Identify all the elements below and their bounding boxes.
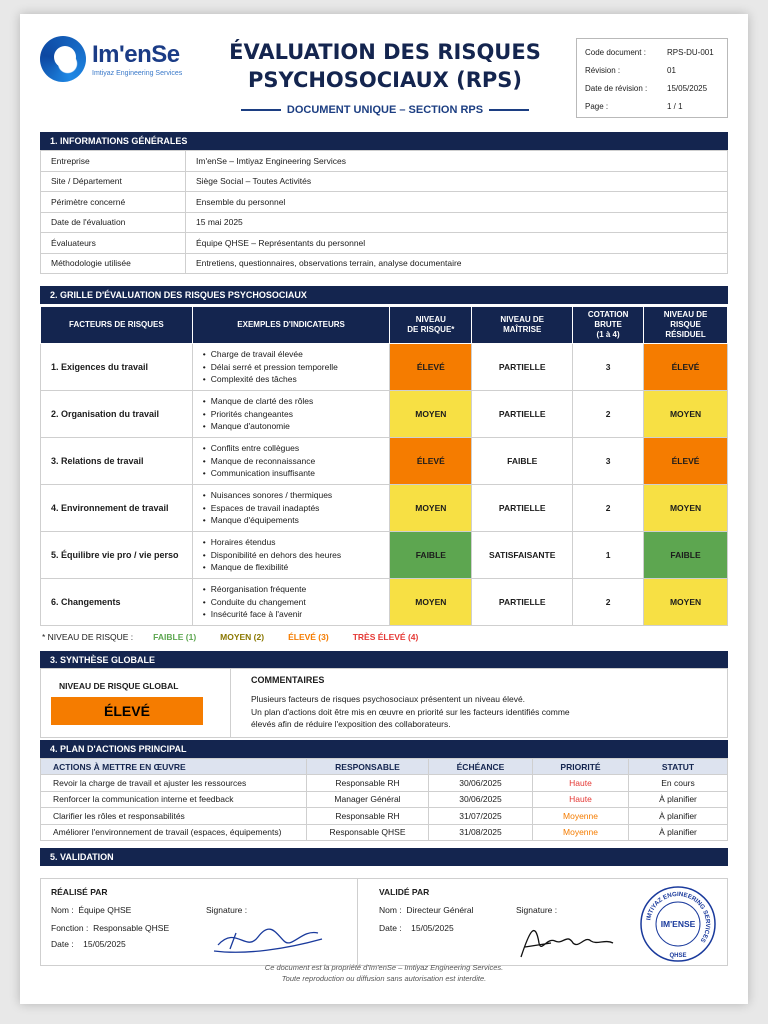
company-stamp (639, 885, 717, 963)
global-synthesis (40, 668, 728, 738)
global-risk-badge: ÉLEVÉ (51, 697, 203, 725)
raw-score: 2 (573, 391, 644, 438)
info-label: Date de l'évaluation (41, 212, 186, 233)
residual-risk: MOYEN (644, 391, 728, 438)
indicator-item: • Disponibilité en dehors des heures (203, 549, 390, 562)
raw-score: 2 (573, 579, 644, 626)
col-indicators: EXEMPLES D'INDICATEURS (192, 307, 390, 344)
indicator-item: • Priorités changeantes (203, 408, 390, 421)
info-label: Méthodologie utilisée (41, 253, 186, 274)
residual-risk: MOYEN (644, 579, 728, 626)
action-due: 31/08/2025 (429, 824, 533, 841)
risk-factor: 2. Organisation du travail (41, 391, 193, 438)
mastery-level: PARTIELLE (472, 485, 573, 532)
mastery-level: PARTIELLE (472, 579, 573, 626)
action-priority: Moyenne (533, 824, 629, 841)
stamp-center-text: IM'ENSE (660, 919, 696, 929)
validated-by-name: Nom : Directeur Général (379, 905, 474, 915)
action-row (41, 791, 728, 808)
stamp-ring-text: IMTIYAZ ENGINEERING SERVICES (645, 890, 712, 944)
logo-mark-icon (40, 36, 86, 82)
page-title (220, 38, 550, 94)
col-action: ACTIONS À METTRE EN ŒUVRE (41, 759, 307, 775)
section-3-header: 3. SYNTHÈSE GLOBALE (40, 651, 728, 669)
info-label: Périmètre concerné (41, 192, 186, 213)
risk-factor: 3. Relations de travail (41, 438, 193, 485)
risk-legend: * NIVEAU DE RISQUE : FAIBLE (1) MOYEN (2) ÉLEVÉ (3) TRÈS ÉLEVÉ (4) (42, 632, 419, 642)
mastery-level: PARTIELLE (472, 344, 573, 391)
col-status: STATUT (629, 759, 728, 775)
action-priority: Haute (533, 775, 629, 792)
action-due: 31/07/2025 (429, 808, 533, 825)
raw-score: 3 (573, 438, 644, 485)
section-5-header: 5. VALIDATION (40, 848, 728, 866)
indicator-item: • Conflits entre collègues (203, 442, 390, 455)
action-status: À planifier (629, 808, 728, 825)
done-by-date: Date : 15/05/2025 (51, 939, 126, 949)
logo-name: Im'enSe (92, 41, 180, 68)
stamp-bottom-text: QHSE (669, 953, 687, 959)
validated-by-signature-label: Signature : (516, 905, 558, 915)
action-text: Renforcer la communication interne et feedback (41, 791, 307, 808)
action-row (41, 824, 728, 841)
risk-level: MOYEN (390, 485, 472, 532)
info-row (41, 253, 728, 274)
action-priority: Moyenne (533, 808, 629, 825)
col-residual: NIVEAU DE RISQUE RÉSIDUEL (644, 307, 728, 344)
legend-eleve: ÉLEVÉ (3) (288, 632, 329, 642)
info-label: Entreprise (41, 151, 186, 172)
action-plan-table (40, 758, 728, 841)
section-1-header: 1. INFORMATIONS GÉNÉRALES (40, 132, 728, 150)
risk-indicators (192, 344, 390, 391)
meta-row: Code document : RPS-DU-001 (585, 47, 714, 57)
document-header (20, 14, 748, 134)
title-line-1: ÉVALUATION DES RISQUES (229, 40, 541, 64)
action-owner: Responsable RH (307, 775, 429, 792)
risk-factor: 6. Changements (41, 579, 193, 626)
signature-2-icon (511, 913, 621, 963)
action-due: 30/06/2025 (429, 791, 533, 808)
meta-row: Révision : 01 (585, 65, 676, 75)
raw-score: 2 (573, 485, 644, 532)
risk-level: ÉLEVÉ (390, 344, 472, 391)
risk-row (41, 344, 728, 391)
info-row (41, 151, 728, 172)
comments-text: Plusieurs facteurs de risques psychosociaux présentent un niveau élevé. Un plan d'actions doit être mis en œuvre en priorité sur les facteurs identifiés comme élevés afin de réduire l'exposition des collaborateurs. (251, 694, 570, 729)
risk-indicators (192, 579, 390, 626)
indicator-item: • Espaces de travail inadaptés (203, 502, 390, 515)
mastery-level: FAIBLE (472, 438, 573, 485)
risk-row (41, 485, 728, 532)
mastery-level: PARTIELLE (472, 391, 573, 438)
indicator-item: • Nuisances sonores / thermiques (203, 489, 390, 502)
indicator-item: • Complexité des tâches (203, 373, 390, 386)
document-footer: Ce document est la propriété d'Im'enSe – Imtiyaz Engineering Services. Toute reproduction ou diffusion sans autorisation est interdite. (264, 963, 504, 983)
col-score: COTATION BRUTE (1 à 4) (573, 307, 644, 344)
info-value: Im'enSe – Imtiyaz Engineering Services (186, 151, 728, 172)
logo-subtitle: Imtiyaz Engineering Services (92, 70, 183, 77)
risk-indicators (192, 391, 390, 438)
indicator-item: • Communication insuffisante (203, 467, 390, 480)
validation-block (40, 878, 728, 966)
validated-by-title: VALIDÉ PAR (379, 887, 430, 897)
action-owner: Manager Général (307, 791, 429, 808)
risk-level: MOYEN (390, 391, 472, 438)
indicator-item: • Manque d'équipements (203, 514, 390, 527)
meta-row: Date de révision : 15/05/2025 (585, 83, 708, 93)
risk-indicators (192, 532, 390, 579)
action-row (41, 808, 728, 825)
done-by-title: RÉALISÉ PAR (51, 887, 108, 897)
col-owner: RESPONSABLE (307, 759, 429, 775)
risk-factor: 1. Exigences du travail (41, 344, 193, 391)
general-info-table (40, 150, 728, 274)
indicator-item: • Horaires étendus (203, 536, 390, 549)
risk-row (41, 579, 728, 626)
action-text: Améliorer l'environnement de travail (espaces, équipements) (41, 824, 307, 841)
document-meta-box (576, 38, 728, 118)
legend-faible: FAIBLE (1) (153, 632, 197, 642)
info-row (41, 171, 728, 192)
indicator-item: • Insécurité face à l'avenir (203, 608, 390, 621)
svg-text:IMTIYAZ ENGINEERING SERVICES (645, 891, 711, 944)
page-subtitle: DOCUMENT UNIQUE – SECTION RPS (235, 104, 535, 116)
action-owner: Responsable RH (307, 808, 429, 825)
action-status: À planifier (629, 791, 728, 808)
risk-row (41, 391, 728, 438)
indicator-item: • Manque de flexibilité (203, 561, 390, 574)
indicator-item: • Manque de clarté des rôles (203, 395, 390, 408)
risk-factor: 5. Équilibre vie pro / vie perso (41, 532, 193, 579)
risk-grid-table (40, 306, 728, 626)
action-row (41, 775, 728, 792)
risk-factor: 4. Environnement de travail (41, 485, 193, 532)
info-row (41, 192, 728, 213)
info-value: Entretiens, questionnaires, observations terrain, analyse documentaire (186, 253, 728, 274)
section-2-header: 2. GRILLE D'ÉVALUATION DES RISQUES PSYCHOSOCIAUX (40, 286, 728, 304)
done-by-role: Fonction : Responsable QHSE (51, 923, 170, 933)
indicator-item: • Réorganisation fréquente (203, 583, 390, 596)
risk-indicators (192, 485, 390, 532)
info-value: Siège Social – Toutes Activités (186, 171, 728, 192)
validated-by-date: Date : 15/05/2025 (379, 923, 454, 933)
raw-score: 1 (573, 532, 644, 579)
risk-indicators (192, 438, 390, 485)
risk-level: ÉLEVÉ (390, 438, 472, 485)
residual-risk: ÉLEVÉ (644, 438, 728, 485)
risk-row (41, 532, 728, 579)
info-row (41, 212, 728, 233)
action-priority: Haute (533, 791, 629, 808)
info-label: Site / Département (41, 171, 186, 192)
info-label: Évaluateurs (41, 233, 186, 254)
action-owner: Responsable QHSE (307, 824, 429, 841)
done-by-signature-label: Signature : (206, 905, 248, 915)
residual-risk: ÉLEVÉ (644, 344, 728, 391)
col-due: ÉCHÉANCE (429, 759, 533, 775)
indicator-item: • Manque d'autonomie (203, 420, 390, 433)
meta-row: Page : 1 / 1 (585, 101, 683, 111)
indicator-item: • Délai serré et pression temporelle (203, 361, 390, 374)
action-status: En cours (629, 775, 728, 792)
col-mastery: NIVEAU DE MAÎTRISE (472, 307, 573, 344)
title-line-2: PSYCHOSOCIAUX (RPS) (247, 68, 523, 92)
action-text: Revoir la charge de travail et ajuster les ressources (41, 775, 307, 792)
global-risk-label: NIVEAU DE RISQUE GLOBAL (59, 681, 179, 691)
info-value: 15 mai 2025 (186, 212, 728, 233)
signature-1-icon (206, 915, 326, 959)
legend-tres-eleve: TRÈS ÉLEVÉ (4) (352, 632, 419, 642)
info-row (41, 233, 728, 254)
indicator-item: • Manque de reconnaissance (203, 455, 390, 468)
action-status: À planifier (629, 824, 728, 841)
risk-level: MOYEN (390, 579, 472, 626)
raw-score: 3 (573, 344, 644, 391)
section-4-header: 4. PLAN D'ACTIONS PRINCIPAL (40, 740, 728, 758)
info-value: Équipe QHSE – Représentants du personnel (186, 233, 728, 254)
indicator-item: • Charge de travail élevée (203, 348, 390, 361)
col-factor: FACTEURS DE RISQUES (41, 307, 193, 344)
action-due: 30/06/2025 (429, 775, 533, 792)
residual-risk: FAIBLE (644, 532, 728, 579)
action-text: Clarifier les rôles et responsabilités (41, 808, 307, 825)
document-page (20, 14, 748, 1004)
col-risk: NIVEAU DE RISQUE* (390, 307, 472, 344)
col-priority: PRIORITÉ (533, 759, 629, 775)
mastery-level: SATISFAISANTE (472, 532, 573, 579)
risk-level: FAIBLE (390, 532, 472, 579)
residual-risk: MOYEN (644, 485, 728, 532)
indicator-item: • Conduite du changement (203, 596, 390, 609)
info-value: Ensemble du personnel (186, 192, 728, 213)
risk-row (41, 438, 728, 485)
done-by-name: Nom : Équipe QHSE (51, 905, 132, 915)
comments-title: COMMENTAIRES (251, 675, 325, 685)
company-logo (40, 36, 182, 82)
legend-moyen: MOYEN (2) (220, 632, 265, 642)
